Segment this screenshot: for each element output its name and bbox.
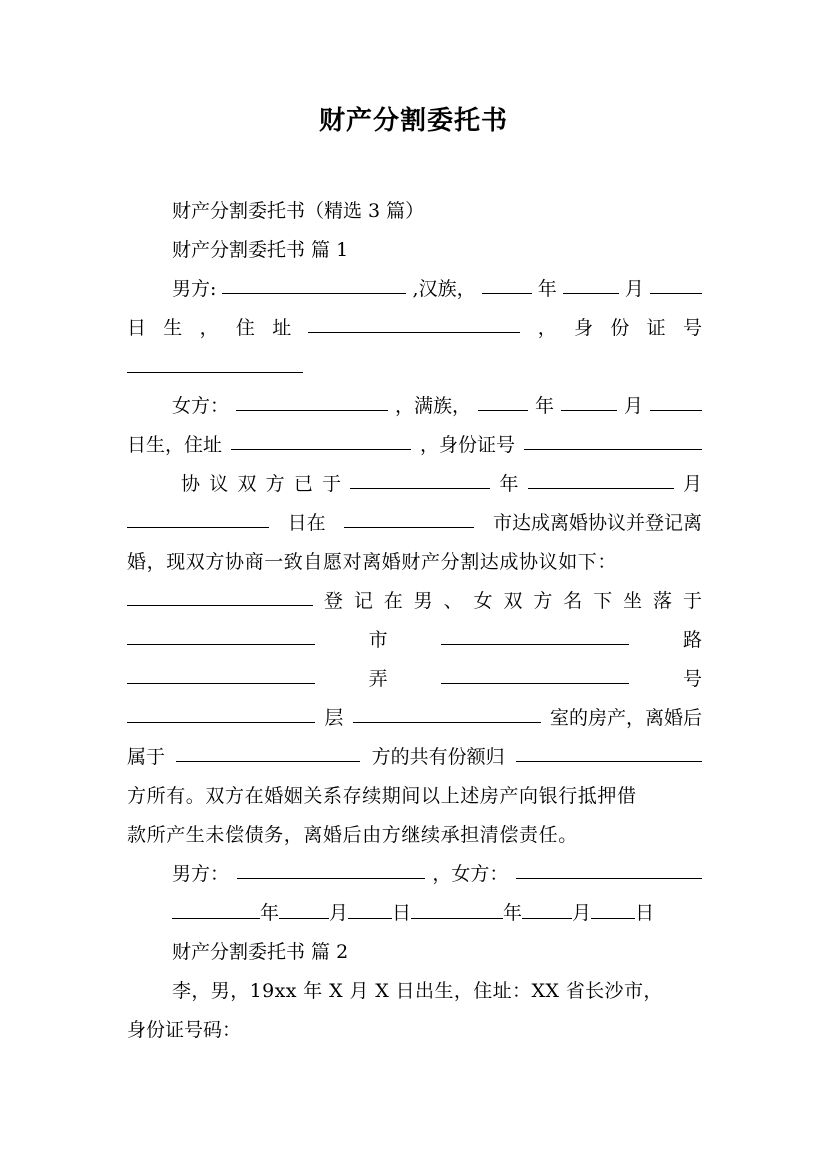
property-room-blank (353, 705, 541, 723)
city-reach-text: 市达成离婚协议并登记离 (492, 512, 702, 534)
property-lane-line (127, 666, 702, 692)
city-label: 市 (368, 629, 388, 651)
born-address-label: 日生，住址 (127, 434, 223, 456)
property-floor-line (127, 705, 702, 731)
belong-label: 属于 (127, 746, 166, 768)
floor-label: 层 (324, 707, 344, 729)
number-label: 号 (682, 668, 702, 690)
text-char: 下 (593, 590, 613, 612)
person-info-line: 李，男，19xx 年 X 月 X 日出生，住址：XX 省长沙市， (172, 980, 663, 1002)
sign-month2-blank (522, 901, 572, 919)
text-char: 落 (653, 590, 673, 612)
text-char: 已 (293, 473, 313, 495)
female-address-blank (231, 432, 411, 450)
female-birth-month-blank (561, 393, 617, 411)
sign-date-line (172, 900, 662, 926)
ethnicity-man: ，满族， (394, 395, 471, 417)
text-char: 协 (181, 473, 201, 495)
text-char: ， (199, 317, 219, 339)
male-label: 男方: (172, 278, 217, 300)
text-char: 于 (682, 590, 702, 612)
text-char: ， (537, 317, 557, 339)
agreement-city-blank (344, 510, 474, 528)
female-birth-year-blank (478, 393, 528, 411)
sign-day1-blank (348, 901, 392, 919)
property-number-blank (441, 666, 629, 684)
sign-male-blank (237, 861, 425, 879)
male-id-blank (127, 355, 303, 373)
female-name-blank (236, 393, 388, 411)
part1-heading: 财产分割委托书 篇 1 (172, 239, 349, 261)
sign-male-label: 男方： (172, 863, 230, 885)
year-label: 年 (537, 278, 557, 300)
text-char: 登 (323, 590, 343, 612)
day-at-label: 日在 (287, 512, 326, 534)
female-label: 女方： (172, 395, 230, 417)
birth-day-blank (650, 276, 702, 294)
property-city-line (127, 627, 702, 653)
id-number-label: ，身份证号 (419, 434, 515, 456)
text-char: 双 (237, 473, 257, 495)
male-id-line (127, 354, 702, 380)
property-city-blank (127, 627, 315, 645)
agreement-date-line (181, 471, 702, 497)
agreement-text-line: 婚，现双方协商一致自愿对离婚财产分割达成协议如下： (127, 551, 618, 573)
month-label: 月 (624, 278, 644, 300)
sign-month1-blank (279, 901, 329, 919)
id-number-line: 身份证号码： (127, 1019, 242, 1041)
day-label: 日 (392, 902, 412, 924)
ownership-text-line: 方所有。双方在婚姻关系存续期间以上述房产向银行抵押借 (127, 785, 637, 807)
female-address-line (127, 432, 702, 458)
year-label: 年 (503, 902, 523, 924)
text-char: 、 (443, 590, 463, 612)
text-char: 住 (235, 317, 255, 339)
sign-day2-blank (591, 901, 635, 919)
female-info-line (172, 393, 702, 419)
birth-year-blank (482, 276, 532, 294)
sign-female-blank (516, 861, 702, 879)
ethnicity-han: ,汉族， (412, 278, 476, 300)
text-char: 男 (413, 590, 433, 612)
property-blank (127, 588, 313, 606)
belong-blank (176, 744, 360, 762)
agreement-place-line (127, 510, 702, 536)
lane-label: 弄 (368, 668, 388, 690)
agreement-month-blank (528, 471, 674, 489)
male-address-line (127, 315, 702, 341)
male-address-blank (308, 315, 520, 333)
signature-line (172, 861, 702, 887)
text-char: 生 (163, 317, 183, 339)
share-blank (516, 744, 702, 762)
text-char: 在 (383, 590, 403, 612)
text-char: 名 (563, 590, 583, 612)
document-title: 财产分割委托书 (318, 106, 508, 136)
text-char: 址 (272, 317, 292, 339)
year-label: 年 (499, 473, 519, 495)
female-id-blank (524, 432, 702, 450)
year-label: 年 (260, 902, 280, 924)
agreement-year-blank (350, 471, 490, 489)
room-text: 室的房产，离婚后 (549, 707, 702, 729)
subtitle-line: 财产分割委托书（精选 3 篇） (172, 200, 425, 222)
text-char: 记 (353, 590, 373, 612)
property-road-blank (441, 627, 629, 645)
sign-year2-blank (411, 901, 503, 919)
text-char: 份 (610, 317, 630, 339)
property-share-line (127, 744, 702, 770)
male-name-blank (222, 276, 406, 294)
debt-text-line: 款所产生未偿债务，离婚后由方继续承担清偿责任。 (127, 824, 578, 846)
property-lane-blank (127, 666, 315, 684)
sign-year1-blank (172, 901, 260, 919)
property-location-line (127, 588, 702, 614)
text-char: 身 (574, 317, 594, 339)
day-label: 日 (635, 902, 655, 924)
road-label: 路 (682, 629, 702, 651)
text-char: 方 (265, 473, 285, 495)
text-char: 日 (127, 317, 147, 339)
year-label: 年 (534, 395, 554, 417)
text-char: 议 (209, 473, 229, 495)
sign-female-label: ，女方： (432, 863, 509, 885)
month-label: 月 (572, 902, 592, 924)
text-char: 号 (682, 317, 702, 339)
female-birth-day-blank (650, 393, 702, 411)
text-char: 双 (503, 590, 523, 612)
birth-month-blank (563, 276, 619, 294)
month-label: 月 (623, 395, 643, 417)
text-char: 证 (646, 317, 666, 339)
property-floor-blank (127, 705, 315, 723)
text-char: 于 (322, 473, 342, 495)
month-label: 月 (329, 902, 349, 924)
share-label: 方的共有份额归 (371, 746, 505, 768)
month-label: 月 (682, 473, 702, 495)
part2-heading: 财产分割委托书 篇 2 (172, 941, 349, 963)
text-char: 女 (473, 590, 493, 612)
text-char: 坐 (623, 590, 643, 612)
male-info-line (172, 276, 702, 302)
text-char: 方 (533, 590, 553, 612)
agreement-day-blank (127, 510, 269, 528)
